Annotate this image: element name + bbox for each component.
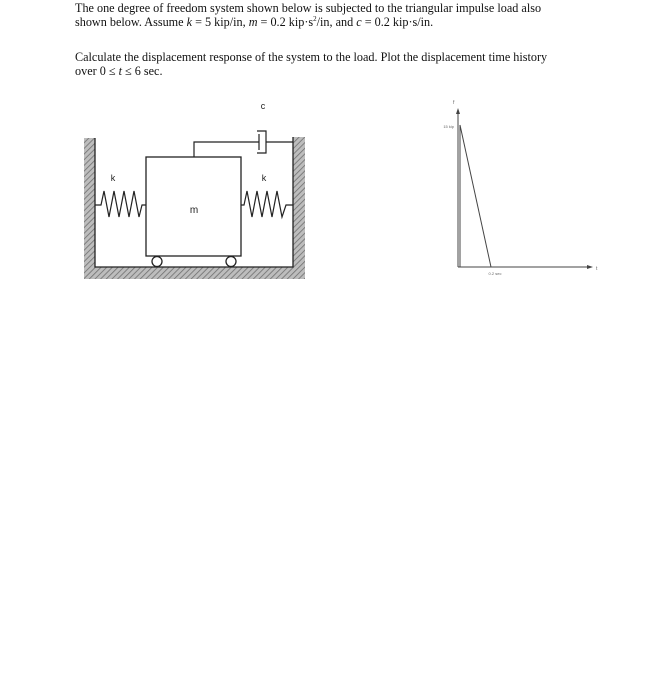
right-spring [241, 191, 293, 217]
k-value: = 5 kip/in, [192, 15, 249, 29]
load-x-axis-label: t [596, 266, 598, 272]
duration-label: 0.2 sec [488, 271, 502, 276]
dashpot-label: c [260, 101, 266, 111]
m-exponent: 2 [313, 14, 317, 23]
t-symbol: t [118, 64, 122, 78]
m-symbol: m [248, 15, 258, 29]
peak-load-label: 15 kip [443, 124, 454, 129]
load-x-axis-arrow [587, 265, 593, 269]
mass-label: m [189, 205, 199, 216]
load-y-axis-arrow [456, 108, 460, 114]
left-spring-label: k [110, 173, 116, 183]
range-prefix: over 0 ≤ [75, 64, 119, 78]
right-wheel [226, 257, 236, 267]
left-wheel [152, 257, 162, 267]
problem-line-1: The one degree of freedom system shown below is subjected to the triangular impulse load also [75, 1, 542, 15]
assume-text: shown below. Assume [75, 15, 187, 29]
k-symbol: k [186, 15, 193, 29]
load-y-axis-label: f [453, 100, 455, 106]
m-units: /in, and [316, 15, 357, 29]
right-spring-label: k [261, 173, 267, 183]
dashpot [194, 131, 293, 157]
load-descending-edge [460, 125, 491, 267]
c-value: = 0.2 kip·s/in. [361, 15, 434, 29]
load-chart [443, 100, 598, 276]
range-suffix: ≤ 6 sec. [121, 64, 163, 78]
ground-hatch [84, 267, 305, 279]
left-spring [95, 191, 146, 217]
c-symbol: c [356, 15, 362, 29]
right-wall-hatch [293, 137, 305, 269]
left-wall-hatch [84, 138, 95, 269]
m-value: = 0.2 kip·s [257, 15, 314, 29]
system-diagram [84, 101, 305, 279]
task-line-1: Calculate the displacement response of the system to the load. Plot the displacement time history [75, 50, 548, 64]
